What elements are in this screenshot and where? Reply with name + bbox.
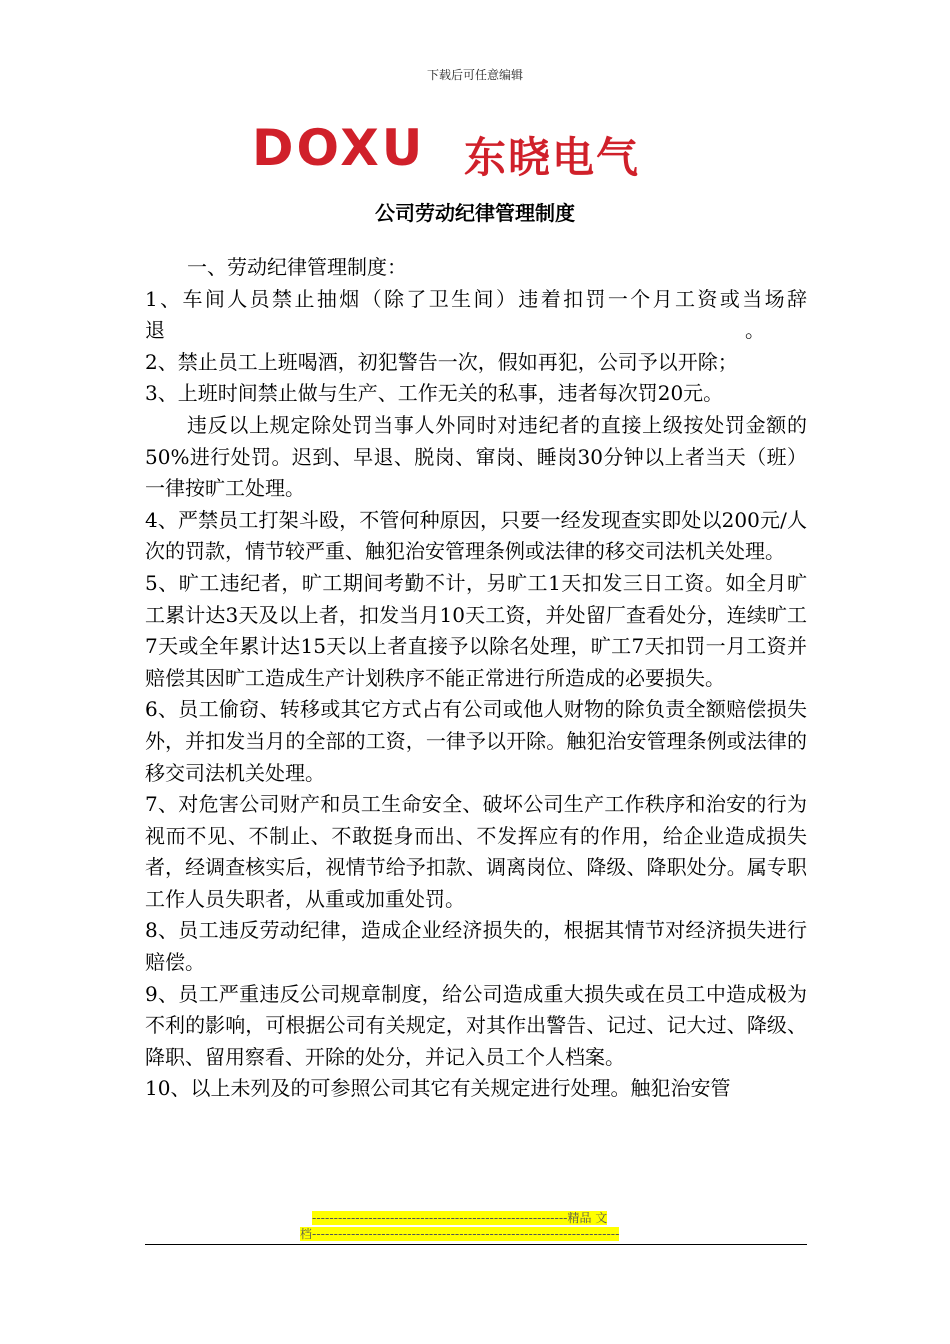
document-title: 公司劳动纪律管理制度: [375, 201, 575, 225]
paragraph-rule-10: 10、以上未列及的可参照公司其它有关规定进行处理。触犯治安管: [145, 1076, 731, 1101]
footer-watermark: [300, 1210, 650, 1242]
paragraph-rule-8: 8、员工违反劳动纪律，造成企业经济损失的，根据其情节对经济损失进行赔偿。: [145, 918, 807, 975]
logo-cjk-text: 东晓电气: [464, 133, 641, 182]
paragraph-rule-3: 3、上班时间禁止做与生产、工作无关的私事，违者每次罚20元。: [145, 381, 724, 406]
footer-line-1: -----------------------------------------------------------精品 文: [312, 1211, 608, 1225]
footer-line-2: 档-----------------------------------------------------------------------: [300, 1227, 620, 1241]
header-note: 下载后可任意编辑: [426, 68, 523, 82]
paragraph-penalty-note: 违反以上规定除处罚当事人外同时对违纪者的直接上级按处罚金额的50%进行处罚。迟到、早退、脱岗、窜岗、睡岗30分钟以上者当天（班）一律按旷工处理。: [145, 412, 807, 501]
paragraph-rule-2: 2、禁止员工上班喝酒，初犯警告一次，假如再犯，公司予以开除；: [145, 349, 738, 374]
document-body: [145, 252, 807, 1105]
paragraph-rule-9: 9、员工严重违反公司规章制度，给公司造成重大损失或在员工中造成极为不利的影响，可根据公司有关规定，对其作出警告、记过、记大过、降级、降职、留用察看、开除的处分，并记入员工个人档案。: [145, 981, 807, 1069]
paragraph-rule-6: 6、员工偷窃、转移或其它方式占有公司或他人财物的除负责全额赔偿损失外，并扣发当月的全部的工资，一律予以开除。触犯治安管理条例或法律的移交司法机关处理。: [145, 697, 807, 785]
paragraph-rule-4: 4、严禁员工打架斗殴，不管何种原因，只要一经发现查实即处以200元/人次的罚款，情节较严重、触犯治安管理条例或法律的移交司法机关处理。: [145, 507, 807, 564]
section-heading: 一、劳动纪律管理制度：: [187, 255, 407, 279]
paragraph-rule-7: 7、对危害公司财产和员工生命安全、破坏公司生产工作秩序和治安的行为视而不见、不制止、不敢挺身而出、不发挥应有的作用，给企业造成损失者，经调查核实后，视情节给予扣款、调离岗位、降级、降职处分。属专职工作人员失职者，从重或加重处罚。: [145, 792, 807, 911]
logo-latin-text: DOXU: [252, 119, 426, 177]
paragraph-rule-1: 1、车间人员禁止抽烟（除了卫生间）违着扣罚一个月工资或当场辞退 。: [145, 286, 807, 343]
paragraph-rule-5: 5、旷工违纪者，旷工期间考勤不计，另旷工1天扣发三日工资。如全月旷工累计达3天及以上者，扣发当月10天工资，并处留厂查看处分，连续旷工7天或全年累计达15天以上者直接予以除名处理，旷工7天扣罚一月工资并赔偿其因旷工造成生产计划秩序不能正常进行所造成的必要损失。: [145, 570, 807, 690]
company-logo: [252, 119, 692, 182]
footer-divider: [145, 1244, 807, 1245]
